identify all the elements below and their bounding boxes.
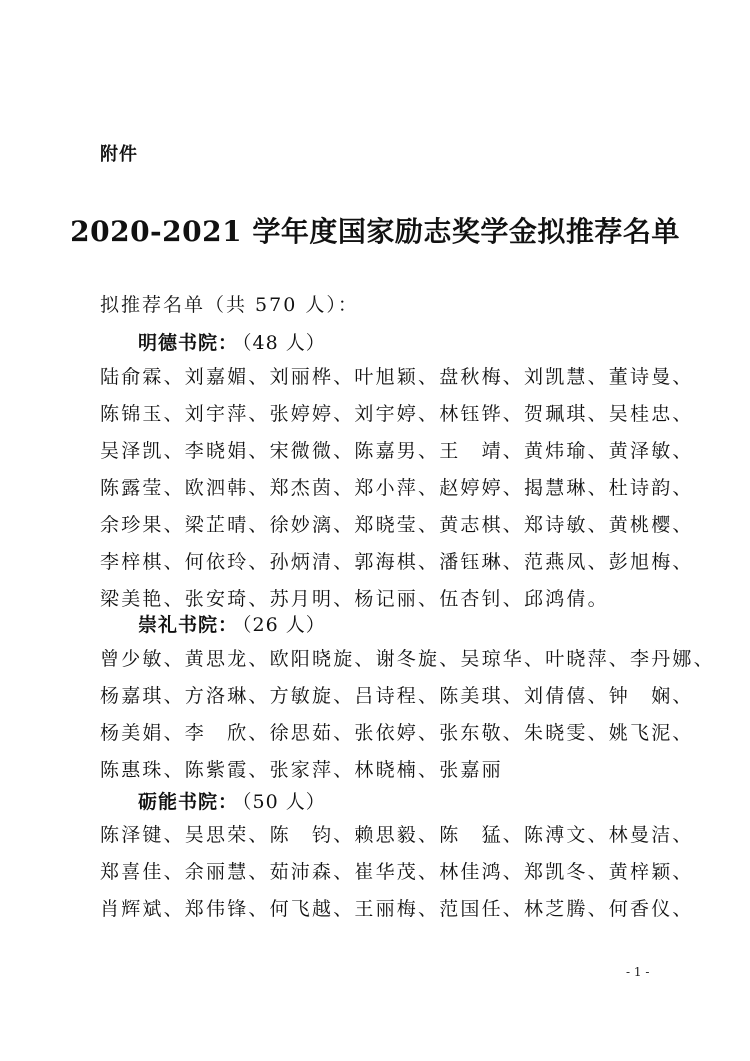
document-title: 2020-2021 学年度国家励志奖学金拟推荐名单 xyxy=(70,215,680,248)
name-row: 陈惠珠、陈紫霞、张家萍、林晓楠、张嘉丽 xyxy=(100,759,503,781)
name-row: 陆俞霖、刘嘉媚、刘丽桦、叶旭颖、盘秋梅、刘凯慧、董诗曼、 xyxy=(100,366,694,388)
name-row: 吴泽凯、李晓娟、宋微微、陈嘉男、王 靖、黄炜瑜、黄泽敏、 xyxy=(100,440,694,462)
name-row: 陈露莹、欧泗韩、郑杰茵、郑小萍、赵婷婷、揭慧琳、杜诗韵、 xyxy=(100,477,694,499)
college-name: 明德书院： xyxy=(138,332,239,354)
name-row: 杨嘉琪、方洛琳、方敏旋、吕诗程、陈美琪、刘倩僖、钟 娴、 xyxy=(100,685,694,707)
college-count: （50 人） xyxy=(242,791,326,813)
college-name: 崇礼书院： xyxy=(138,614,239,636)
name-list-lineng xyxy=(100,817,694,928)
name-row: 陈锦玉、刘宇萍、张婷婷、刘宇婷、林钰铧、贺珮琪、吴桂忠、 xyxy=(100,403,694,425)
college-count: （26 人） xyxy=(242,614,326,636)
page-number: - 1 - xyxy=(626,965,650,979)
name-list-chongli xyxy=(100,641,715,789)
name-row: 李梓棋、何依玲、孙炳清、郭海棋、潘钰琳、范燕凤、彭旭梅、 xyxy=(100,551,694,573)
college-heading-lineng xyxy=(138,787,326,814)
name-row: 杨美娟、李 欣、徐思茹、张依婷、张东敬、朱晓雯、姚飞泥、 xyxy=(100,722,694,744)
name-row: 陈泽键、吴思荣、陈 钧、赖思毅、陈 猛、陈溥文、林曼洁、 xyxy=(100,824,694,846)
college-name: 砺能书院： xyxy=(138,791,239,813)
college-count: （48 人） xyxy=(242,332,326,354)
intro-line: 拟推荐名单（共 570 人）： xyxy=(100,294,359,316)
college-heading-chongli xyxy=(138,610,326,637)
name-row: 梁美艳、张安琦、苏月明、杨记丽、伍杏钊、邱鸿倩。 xyxy=(100,588,609,610)
name-row: 郑喜佳、余丽慧、茹沛森、崔华茂、林佳鸿、郑凯冬、黄梓颖、 xyxy=(100,861,694,883)
name-list-mingde xyxy=(100,359,694,618)
name-row: 肖辉斌、郑伟锋、何飞越、王丽梅、范国任、林芝腾、何香仪、 xyxy=(100,898,694,920)
attachment-label: 附件 xyxy=(100,144,138,165)
college-heading-mingde xyxy=(138,328,326,355)
name-row: 曾少敏、黄思龙、欧阳晓旋、谢冬旋、吴琼华、叶晓萍、李丹娜、 xyxy=(100,648,715,670)
name-row: 余珍果、梁芷晴、徐妙漓、郑晓莹、黄志棋、郑诗敏、黄桃樱、 xyxy=(100,514,694,536)
